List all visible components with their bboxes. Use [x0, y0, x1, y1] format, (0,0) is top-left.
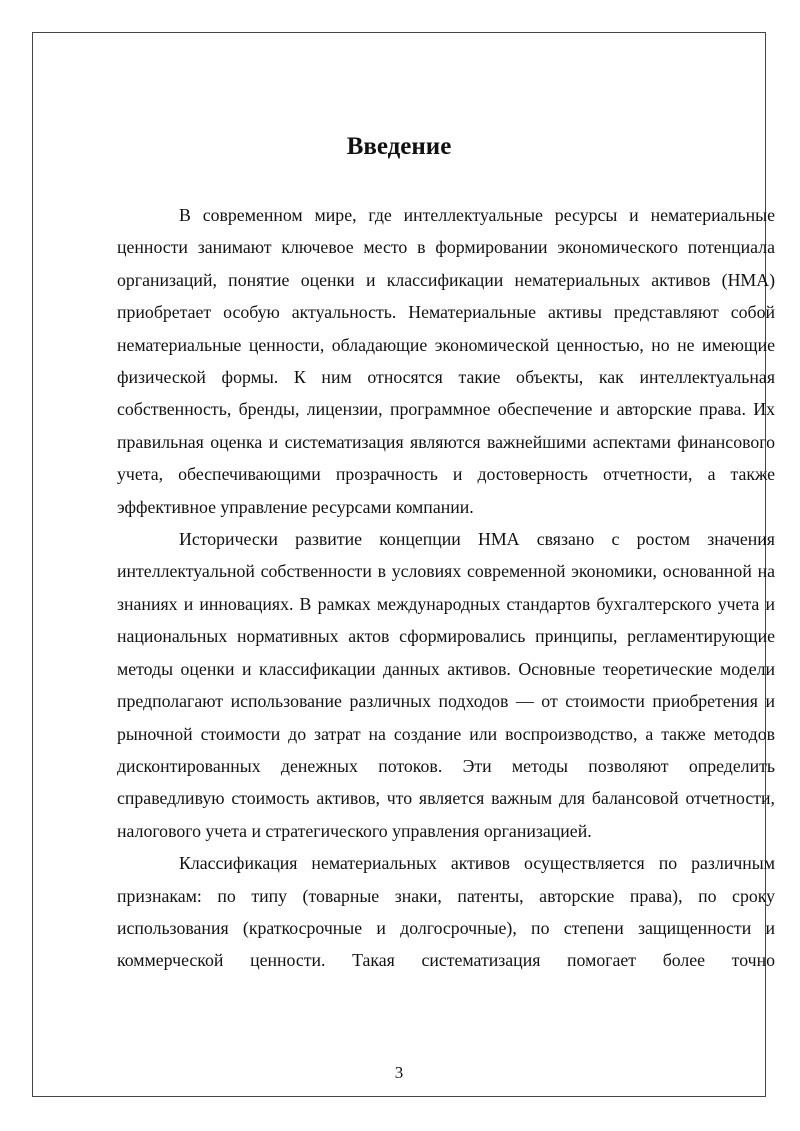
paragraph-3: Классификация нематериальных активов осуществляется по различным признакам: по типу (товарные знаки, патенты, авторские права), по сроку использования (краткосрочные и долгосрочные), по степени защищенности и коммерческой ценности. Такая систематизация помогает более точно	[117, 853, 775, 971]
body-text	[117, 199, 775, 977]
paragraph-1: В современном мире, где интеллектуальные ресурсы и нематериальные ценности занимают ключевое место в формировании экономического потенциала организаций, понятие оценки и классификации нематериальных активов (НМА) приобретает особую актуальность. Нематериальные активы представляют собой нематериальные ценности, обладающие экономической ценностью, но не имеющие физической формы. К ним относятся такие объекты, как интеллектуальная собственность, бренды, лицензии, программное обеспечение и авторские права. Их правильная оценка и систематизация являются важнейшими аспектами финансового учета, обеспечивающими прозрачность и достоверность отчетности, а также эффективное управление ресурсами компании.	[117, 205, 775, 517]
document-page	[32, 32, 775, 1097]
section-title: Введение	[346, 133, 452, 160]
paragraph-2: Исторически развитие концепции НМА связано с ростом значения интеллектуальной собственности в условиях современной экономики, основанной на знаниях и инновациях. В рамках международных стандартов бухгалтерского учета и национальных нормативных актов сформировались принципы, регламентирующие методы оценки и классификации данных активов. Основные теоретические модели предполагают использование различных подходов — от стоимости приобретения и рыночной стоимости до затрат на создание или воспроизводство, а также методов дисконтированных денежных потоков. Эти методы позволяют определить справедливую стоимость активов, что является важным для балансовой отчетности, налогового учета и стратегического управления организацией.	[117, 529, 775, 841]
page-number: 3	[394, 1063, 404, 1082]
